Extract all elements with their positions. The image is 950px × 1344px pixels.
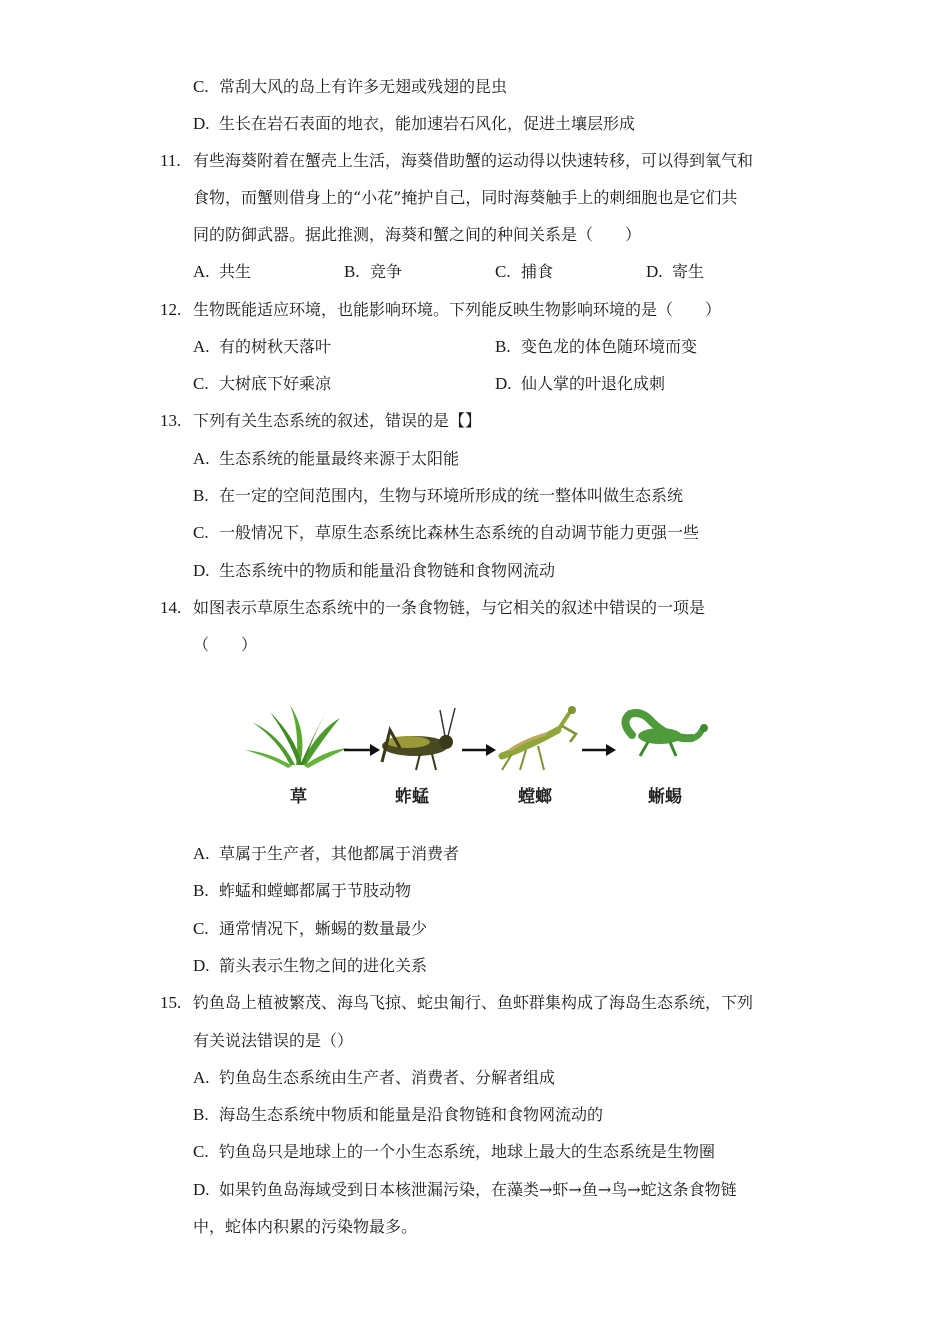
chain-label-lizard: 蜥蜴 xyxy=(648,787,682,807)
q15-option-c: C. 钓鱼岛只是地球上的一个小生态系统，地球上最大的生态系统是生物圈 xyxy=(193,1142,716,1161)
q14-option-d: D. 箭头表示生物之间的进化关系 xyxy=(193,956,428,975)
q15-option-d: D. 如果钓鱼岛海域受到日本核泄漏污染，在藻类→虾→鱼→鸟→蛇这条食物链 xyxy=(193,1180,737,1199)
q11-stem-line2: 食物，而蟹则借身上的“小花”掩护自己，同时海葵触手上的刺细胞也是它们共 xyxy=(193,188,738,207)
q11-option-d: D. 寄生 xyxy=(646,262,705,281)
mantis-illustration xyxy=(502,706,576,770)
grasshopper-illustration xyxy=(382,708,455,770)
q14-stem-line2: （ ） xyxy=(193,635,258,654)
arrow-icon xyxy=(344,744,380,756)
q10-option-c: C. 常刮大风的岛上有许多无翅或残翅的昆虫 xyxy=(193,77,508,96)
q14-stem-line1: 如图表示草原生态系统中的一条食物链，与它相关的叙述中错误的一项是 xyxy=(193,598,706,617)
q11-option-b: B. 竞争 xyxy=(344,262,403,281)
q13-option-d: D. 生态系统中的物质和能量沿食物链和食物网流动 xyxy=(193,561,556,580)
q13-option-c: C. 一般情况下，草原生态系统比森林生态系统的自动调节能力更强一些 xyxy=(193,523,700,542)
q11-option-c: C. 捕食 xyxy=(495,262,554,281)
q15-option-d-continuation: 中，蛇体内积累的污染物最多。 xyxy=(193,1217,418,1236)
chain-label-mantis: 螳螂 xyxy=(518,787,552,807)
q11-number: 11. xyxy=(160,151,181,170)
q14-number: 14. xyxy=(160,598,182,617)
q12-stem: 生物既能适应环境，也能影响环境。下列能反映生物影响环境的是（ ） xyxy=(193,300,722,319)
q15-option-a: A. 钓鱼岛生态系统由生产者、消费者、分解者组成 xyxy=(193,1068,556,1087)
q14-option-b: B. 蚱蜢和螳螂都属于节肢动物 xyxy=(193,881,412,900)
lizard-illustration xyxy=(625,713,708,756)
q11-stem-line3: 同的防御武器。据此推测，海葵和蟹之间的种间关系是（ ） xyxy=(193,225,642,244)
q14-option-c: C. 通常情况下，蜥蜴的数量最少 xyxy=(193,919,428,938)
q11-stem-line1: 有些海葵附着在蟹壳上生活，海葵借助蟹的运动得以快速转移，可以得到氧气和 xyxy=(193,151,754,170)
food-chain-figure xyxy=(240,700,710,820)
q15-stem-line1: 钓鱼岛上植被繁茂、海鸟飞掠、蛇虫匍行、鱼虾群集构成了海岛生态系统，下列 xyxy=(193,993,754,1012)
food-chain-illustration xyxy=(240,700,710,780)
q12-option-c: C. 大树底下好乘凉 xyxy=(193,374,332,393)
q10-option-d: D. 生长在岩石表面的地衣，能加速岩石风化，促进土壤层形成 xyxy=(193,114,636,133)
q13-option-b: B. 在一定的空间范围内，生物与环境所形成的统一整体叫做生态系统 xyxy=(193,486,684,505)
q15-number: 15. xyxy=(160,993,182,1012)
q12-option-d: D. 仙人掌的叶退化成刺 xyxy=(495,374,666,393)
q13-stem: 下列有关生态系统的叙述，错误的是【】 xyxy=(193,411,482,430)
arrow-icon xyxy=(582,744,616,756)
grass-illustration xyxy=(245,705,348,768)
chain-label-grass: 草 xyxy=(290,787,307,807)
q15-option-b: B. 海岛生态系统中物质和能量是沿食物链和食物网流动的 xyxy=(193,1105,604,1124)
q12-option-a: A. 有的树秋天落叶 xyxy=(193,337,332,356)
arrow-icon xyxy=(462,744,496,756)
q13-option-a: A. 生态系统的能量最终来源于太阳能 xyxy=(193,449,460,468)
q12-number: 12. xyxy=(160,300,182,319)
q13-number: 13. xyxy=(160,411,182,430)
q12-option-b: B. 变色龙的体色随环境而变 xyxy=(495,337,698,356)
q14-option-a: A. 草属于生产者，其他都属于消费者 xyxy=(193,844,460,863)
q11-option-a: A. 共生 xyxy=(193,262,252,281)
chain-label-grasshopper: 蚱蜢 xyxy=(395,787,429,807)
q15-stem-line2: 有关说法错误的是（） xyxy=(193,1031,354,1050)
